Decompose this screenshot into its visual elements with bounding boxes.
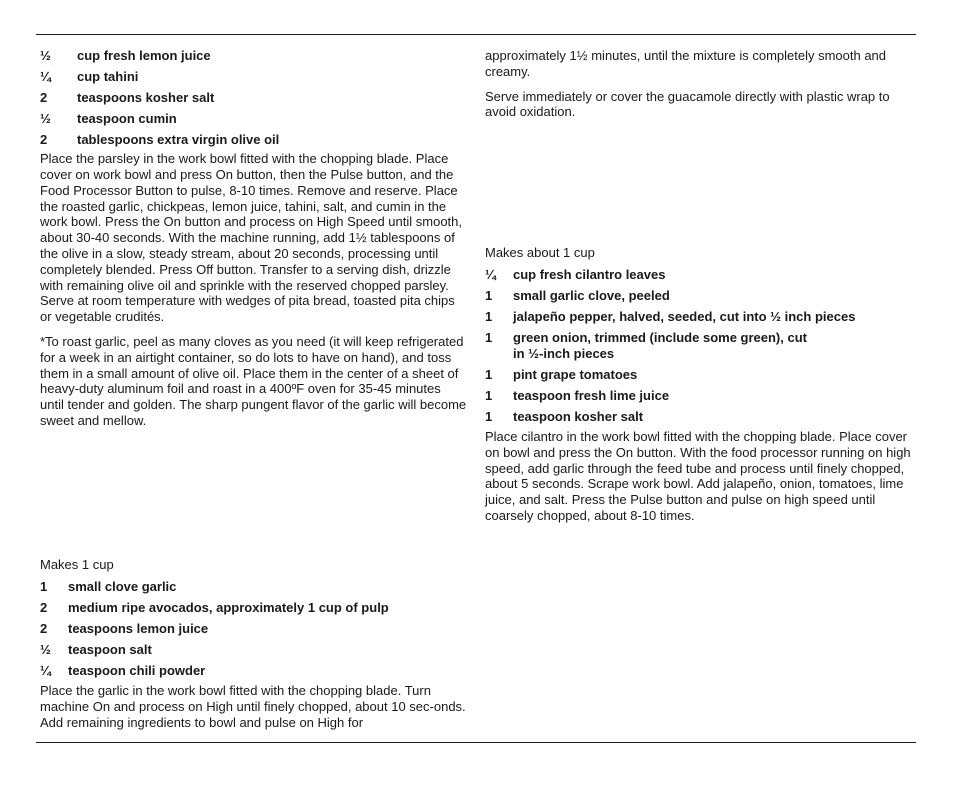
ingredient-qty: ¼ [40,69,51,85]
guacamole-method-part1: Place the garlic in the work bowl fitted with the chopping blade. Turn machine On and process on High until finely chopped, about 10 sec-onds. Add remaining ingredients to bowl and pulse on High for [40,682,466,730]
salsa-yield: Makes about 1 cup [485,245,595,260]
ingredient-text: jalapeño pepper, halved, seeded, cut into ½ inch pieces [513,308,856,324]
ingredient-text: teaspoon cumin [77,111,177,127]
ingredient-qty: 2 [40,620,48,636]
ingredient-row [40,579,468,595]
ingredient-row [485,367,917,383]
ingredient-qty: ¼ [40,663,51,679]
ingredient-row [40,600,468,616]
ingredient-qty: 1 [485,330,493,346]
ingredient-row [40,132,468,148]
ingredient-text: cup tahini [77,69,139,85]
ingredient-row [485,309,917,325]
ingredient-text: cup fresh cilantro leaves [513,266,666,282]
ingredient-text: small clove garlic [68,578,177,594]
guacamole-yield: Makes 1 cup [40,557,114,572]
ingredient-qty: 1 [485,388,493,404]
ingredient-qty: 2 [40,90,48,106]
ingredient-text: teaspoon salt [68,642,152,658]
ingredient-qty: ½ [40,111,51,127]
ingredient-row [40,48,468,64]
ingredient-qty: 2 [40,599,48,615]
ingredient-qty: ¼ [485,266,496,282]
salsa-method: Place cilantro in the work bowl fitted with the chopping blade. Place cover on bowl and press the On button. With the food processor running on high speed, add garlic through the feed tube and process until finely chopped, about 5 seconds. Scrape work bowl. Add jalapeño, onion, tomatoes, lime juice, and salt. Press the Pulse button and pulse on high speed until coarsely chopped, about 8-10 times. [485,428,911,523]
ingredient-text: green onion, trimmed (include some green), cut in ½-inch pieces [513,330,807,361]
ingredient-row [485,409,917,425]
ingredient-row [40,621,468,637]
ingredient-row [40,69,468,85]
top-rule [36,34,916,35]
guacamole-serve: Serve immediately or cover the guacamole directly with plastic wrap to avoid oxidation. [485,88,890,120]
ingredient-qty: 1 [485,409,493,425]
ingredient-row [40,663,468,679]
ingredient-qty: ½ [40,642,51,658]
roast-garlic-note: *To roast garlic, peel as many cloves as you need (it will keep refrigerated for a week in an airtight container, so do lots to have on hand), and toss them in a small amount of olive oil. Place them in the center of a sheet of heavy-duty aluminum foil and roast in a 400ºF oven for 35-45 minutes until tender and golden. The sharp pungent flavor of the garlic will become sweet and mellow. [40,333,467,428]
ingredient-text: teaspoons kosher salt [77,90,215,106]
ingredient-row [485,388,917,404]
ingredient-qty: ½ [40,48,51,63]
ingredient-row [40,111,468,127]
hummus-method: Place the parsley in the work bowl fitted with the chopping blade. Place cover on work bowl and press On button, then the Pulse button, and the Food Processor Button to pulse, 8-10 times. Remove and reserve. Place the roasted garlic, chickpeas, lemon juice, tahini, salt, and cumin in the work bowl. Press the On button and process on High Speed until smooth, about 30-40 seconds. With the machine running, add 1½ tablespoons of the olive in a slow, steady stream, about 20 seconds, processing until completely blended. Press Off button. Transfer to a serving dish, drizzle with remaining olive oil and sprinkle with the reserved chopped parsley. Serve at room temperature with wedges of pita bread, toasted pita chips or vegetable crudités. [40,151,463,325]
ingredient-text: teaspoon kosher salt [513,409,644,425]
ingredient-text: pint grape tomatoes [513,366,638,382]
hummus-section [40,48,468,438]
guacamole-continued [485,48,917,129]
ingredient-text: tablespoons extra virgin olive oil [77,132,280,148]
ingredient-row [40,642,468,658]
guacamole-method-part2: approximately 1½ minutes, until the mixture is completely smooth and creamy. [485,48,887,79]
ingredient-row [485,330,917,362]
ingredient-text: small garlic clove, peeled [513,287,670,303]
ingredient-text: teaspoon fresh lime juice [513,388,670,404]
salsa-section [485,245,917,533]
ingredient-text: teaspoons lemon juice [68,620,209,636]
ingredient-row [40,90,468,106]
ingredient-qty: 2 [40,132,48,148]
ingredient-qty: 1 [485,287,493,303]
ingredient-text: cup fresh lemon juice [77,48,211,63]
ingredient-qty: 1 [485,308,493,324]
ingredient-row [485,288,917,304]
ingredient-text: medium ripe avocados, approximately 1 cup of pulp [68,599,389,615]
ingredient-qty: 1 [485,366,493,382]
ingredient-row [485,267,917,283]
guacamole-section [40,557,468,739]
ingredient-qty: 1 [40,578,48,594]
bottom-rule [36,742,916,743]
ingredient-text: teaspoon chili powder [68,663,206,679]
